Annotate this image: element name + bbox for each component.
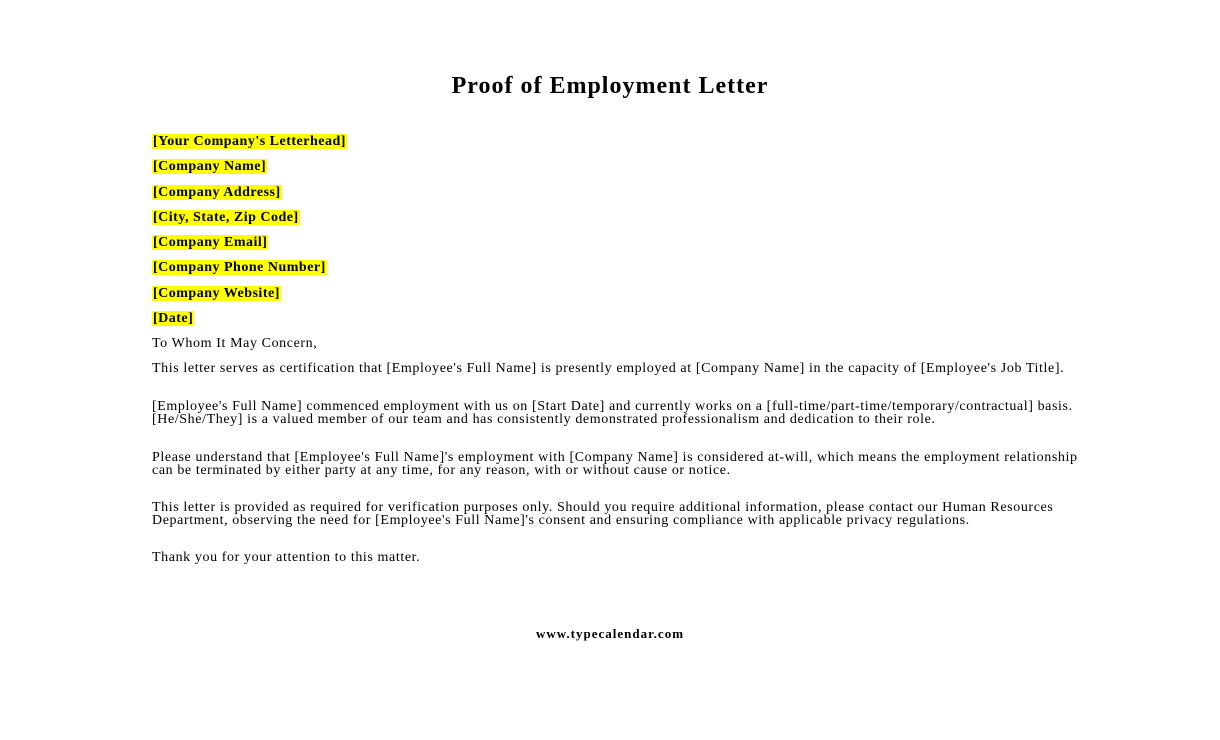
field-company-phone <box>152 259 347 284</box>
field-company-website <box>152 285 347 310</box>
company-name-placeholder: [Company Name] <box>153 159 267 175</box>
paragraph-closing: Thank you for your attention to this matter. <box>152 550 421 565</box>
city-state-zip-placeholder: [City, State, Zip Code] <box>153 209 299 225</box>
paragraph-verification: This letter is provided as required for verification purposes only. Should you require additional information, please contact our Human Resources Department, observing the need for [Employee's Full Name]'s consent and ensuring compliance with applicable privacy regulations. <box>152 500 1054 528</box>
letterhead-fields <box>152 133 347 335</box>
date-placeholder: [Date] <box>153 311 194 327</box>
footer-website: www.typecalendar.com <box>535 626 685 641</box>
document-title: Proof of Employment Letter <box>451 73 769 99</box>
field-company-email <box>152 234 347 259</box>
field-company-name <box>152 158 347 183</box>
company-address-placeholder: [Company Address] <box>153 184 281 200</box>
company-website-placeholder: [Company Website] <box>153 285 280 301</box>
company-phone-placeholder: [Company Phone Number] <box>153 260 326 276</box>
field-company-address <box>152 184 347 209</box>
company-email-placeholder: [Company Email] <box>153 235 268 251</box>
field-letterhead <box>152 133 347 158</box>
salutation: To Whom It May Concern, <box>152 336 318 351</box>
paragraph-certification: This letter serves as certification that [Employee's Full Name] is presently employed at [Company Name] in the capacity of [Employee's Job Title]. <box>152 361 1065 376</box>
field-city-state-zip <box>152 209 347 234</box>
paragraph-at-will: Please understand that [Employee's Full Name]'s employment with [Company Name] is considered at-will, which means the employment relationship can be terminated by either party at any time, for any reason, with or without cause or notice. <box>152 450 1078 478</box>
field-date <box>152 310 347 335</box>
letterhead-placeholder: [Your Company's Letterhead] <box>153 134 346 149</box>
paragraph-employment-details: [Employee's Full Name] commenced employment with us on [Start Date] and currently works on a [full-time/part-time/temporary/contractual] basis. [He/She/They] is a valued member of our team and has consistently demonstrated professionalism and dedication to their role. <box>152 399 1073 427</box>
